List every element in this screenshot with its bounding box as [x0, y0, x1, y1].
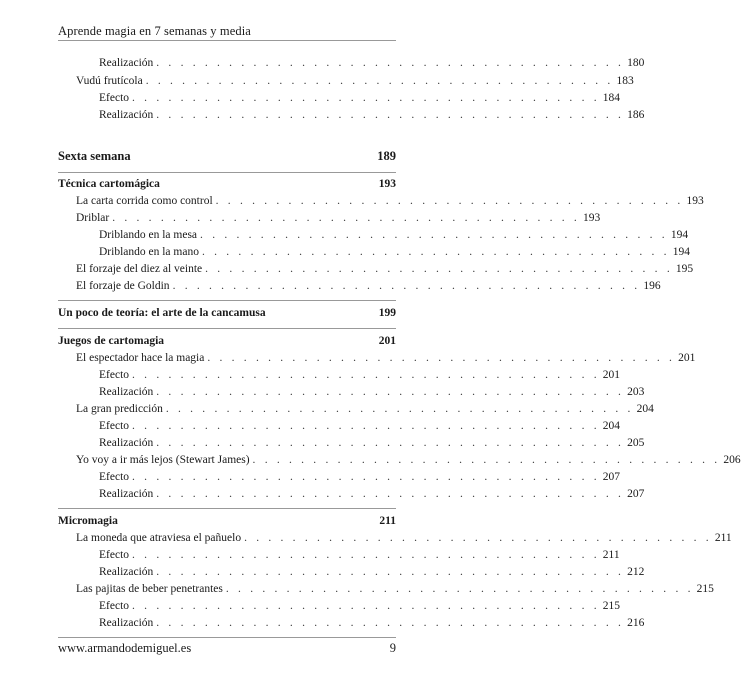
toc-entry[interactable] [99, 547, 620, 564]
toc-section-page: 199 [378, 307, 396, 319]
toc-entry[interactable] [99, 486, 645, 503]
toc-leader-dots: . . . . . . . . . . . . . . . . . . . . . . . . . . . . . . . . . . . . . . . [156, 437, 625, 449]
toc-entry[interactable] [76, 278, 661, 295]
toc-entry-page: 206 [723, 454, 741, 466]
toc-entry-page: 194 [672, 246, 690, 258]
toc-leader-dots: . . . . . . . . . . . . . . . . . . . . . . . . . . . . . . . . . . . . . . . [252, 454, 721, 466]
toc-entry-page: 215 [696, 583, 714, 595]
toc-section-title: Juegos de cartomagia [58, 335, 165, 347]
toc-entry-page: 211 [602, 549, 620, 561]
toc-entry[interactable] [99, 227, 689, 244]
toc-leader-dots: . . . . . . . . . . . . . . . . . . . . . . . . . . . . . . . . . . . . . . . [132, 420, 600, 432]
toc-entry-title: Realización [99, 386, 154, 398]
toc-section-page: 201 [378, 335, 396, 347]
toc-entry-title: Realización [99, 437, 154, 449]
toc-entry-title: Efecto [99, 471, 130, 483]
toc-entry-title: Vudú frutícola [76, 75, 143, 87]
toc-entry[interactable] [99, 435, 645, 452]
toc-entry[interactable] [76, 530, 732, 547]
toc-entry-title: Driblando en la mesa [99, 229, 198, 241]
toc-entry-title: Realización [99, 617, 154, 629]
running-header: Aprende magia en 7 semanas y media [58, 24, 251, 38]
toc-leader-dots: . . . . . . . . . . . . . . . . . . . . . . . . . . . . . . . . . . . . . . . [132, 549, 600, 561]
toc-section-title: Técnica cartomágica [58, 178, 160, 190]
toc-chapter-entry[interactable] [58, 148, 396, 165]
toc-entry-page: 207 [627, 488, 645, 500]
toc-entry[interactable] [99, 244, 690, 261]
toc-entry-page: 194 [670, 229, 689, 241]
toc-entry[interactable] [99, 107, 645, 124]
section-rule [58, 508, 396, 509]
toc-section-page: 193 [378, 178, 396, 190]
toc-entry[interactable] [99, 615, 645, 632]
toc-section-title: Micromagia [58, 515, 118, 527]
footer-website-link[interactable]: www.armandodemiguel.es [58, 641, 192, 655]
toc-leader-dots: . . . . . . . . . . . . . . . . . . . . . . . . . . . . . . . . . . . . . . . [156, 109, 625, 121]
toc-entry-title: Driblando en la mano [99, 246, 199, 258]
toc-entry-page: 196 [643, 280, 661, 292]
toc-leader-dots: . . . . . . . . . . . . . . . . . . . . . . . . . . . . . . . . . . . . . . . [215, 195, 684, 207]
toc-entry-title: Yo voy a ir más lejos (Stewart James) [76, 454, 250, 466]
toc-entry[interactable] [76, 581, 714, 598]
toc-entry-page: 212 [627, 566, 645, 578]
toc-entry-title: Efecto [99, 369, 130, 381]
toc-entry-title: La moneda que atraviesa el pañuelo [76, 532, 242, 544]
toc-leader-dots: . . . . . . . . . . . . . . . . . . . . . . . . . . . . . . . . . . . . . . . [132, 92, 600, 104]
toc-entry-page: 205 [627, 437, 645, 449]
toc-entry-page: 195 [675, 263, 694, 275]
toc-leader-dots: . . . . . . . . . . . . . . . . . . . . . . . . . . . . . . . . . . . . . . . [145, 75, 614, 87]
toc-entry-page: 207 [602, 471, 621, 483]
toc-entry-page: 203 [627, 386, 645, 398]
footer-rule [58, 637, 396, 638]
toc-entry[interactable] [76, 452, 741, 469]
toc-leader-dots: . . . . . . . . . . . . . . . . . . . . . . . . . . . . . . . . . . . . . . . [225, 583, 694, 595]
toc-section-entry[interactable] [58, 305, 396, 322]
toc-entry-title: La carta corrida como control [76, 195, 213, 207]
toc-entry-title: Driblar [76, 212, 110, 224]
toc-entry[interactable] [99, 384, 645, 401]
toc-section-page: 211 [379, 515, 396, 527]
toc-entry-title: El espectador hace la magia [76, 352, 205, 364]
toc-entry-title: El forzaje del diez al veinte [76, 263, 203, 275]
toc-entry[interactable] [76, 401, 654, 418]
toc-entry-page: 215 [602, 600, 621, 612]
toc-entry-title: Realización [99, 488, 154, 500]
section-rule [58, 328, 396, 329]
toc-entry-page: 216 [627, 617, 645, 629]
toc-leader-dots: . . . . . . . . . . . . . . . . . . . . . . . . . . . . . . . . . . . . . . . [132, 471, 600, 483]
toc-section-entry[interactable] [58, 513, 396, 530]
toc-entry[interactable] [76, 210, 601, 227]
toc-entry-title: Efecto [99, 549, 130, 561]
toc-entry-page: 211 [714, 532, 732, 544]
toc-chapter-title: Sexta semana [58, 149, 131, 163]
toc-entry[interactable] [99, 598, 621, 615]
toc-leader-dots: . . . . . . . . . . . . . . . . . . . . . . . . . . . . . . . . . . . . . . . [172, 280, 641, 292]
toc-section-entry[interactable] [58, 176, 396, 193]
toc-entry-page: 186 [627, 109, 645, 121]
toc-entry-page: 204 [602, 420, 621, 432]
toc-entry-page: 193 [583, 212, 601, 224]
toc-leader-dots: . . . . . . . . . . . . . . . . . . . . . . . . . . . . . . . . . . . . . . . [207, 352, 676, 364]
toc-entry-title: La gran predicción [76, 403, 163, 415]
toc-entry-page: 184 [602, 92, 621, 104]
toc-entry-page: 204 [636, 403, 654, 415]
toc-leader-dots: . . . . . . . . . . . . . . . . . . . . . . . . . . . . . . . . . . . . . . . [112, 212, 580, 224]
toc-entry[interactable] [99, 367, 621, 384]
toc-leader-dots: . . . . . . . . . . . . . . . . . . . . . . . . . . . . . . . . . . . . . . . [132, 369, 600, 381]
toc-entry-page: 183 [616, 75, 634, 87]
toc-entry-title: Las pajitas de beber penetrantes [76, 583, 223, 595]
toc-entry-title: Efecto [99, 600, 130, 612]
toc-entry-title: El forzaje de Goldin [76, 280, 170, 292]
toc-entry[interactable] [76, 350, 696, 367]
toc-leader-dots: . . . . . . . . . . . . . . . . . . . . . . . . . . . . . . . . . . . . . . . [156, 57, 625, 69]
section-rule [58, 172, 396, 173]
toc-entry[interactable] [99, 469, 621, 486]
toc-leader-dots: . . . . . . . . . . . . . . . . . . . . . . . . . . . . . . . . . . . . . . . [132, 600, 600, 612]
toc-entry[interactable] [99, 564, 645, 581]
toc-leader-dots: . . . . . . . . . . . . . . . . . . . . . . . . . . . . . . . . . . . . . . . [244, 532, 712, 544]
toc-section-entry[interactable] [58, 333, 396, 350]
toc-entry[interactable] [99, 90, 621, 107]
toc-leader-dots: . . . . . . . . . . . . . . . . . . . . . . . . . . . . . . . . . . . . . . . [165, 403, 634, 415]
toc-leader-dots: . . . . . . . . . . . . . . . . . . . . . . . . . . . . . . . . . . . . . . . [156, 617, 625, 629]
toc-entry-page: 180 [627, 57, 645, 69]
toc-chapter-page: 189 [377, 149, 396, 163]
toc-entry-page: 201 [602, 369, 621, 381]
toc-entry-title: Efecto [99, 92, 130, 104]
toc-leader-dots: . . . . . . . . . . . . . . . . . . . . . . . . . . . . . . . . . . . . . . . [156, 566, 625, 578]
toc-entry[interactable] [99, 418, 621, 435]
toc-entry-title: Efecto [99, 420, 130, 432]
toc-entry-title: Realización [99, 566, 154, 578]
toc-leader-dots: . . . . . . . . . . . . . . . . . . . . . . . . . . . . . . . . . . . . . . . [205, 263, 673, 275]
toc-section-title: Un poco de teoría: el arte de la cancamusa [58, 307, 266, 319]
toc-entry[interactable] [76, 261, 694, 278]
toc-entry-title: Realización [99, 109, 154, 121]
toc-leader-dots: . . . . . . . . . . . . . . . . . . . . . . . . . . . . . . . . . . . . . . . [201, 246, 670, 258]
toc-entry[interactable] [76, 193, 704, 210]
toc-entry[interactable] [99, 55, 645, 72]
section-rule [58, 300, 396, 301]
toc-leader-dots: . . . . . . . . . . . . . . . . . . . . . . . . . . . . . . . . . . . . . . . [200, 229, 668, 241]
toc-entry-page: 201 [678, 352, 696, 364]
toc-entry-page: 193 [686, 195, 704, 207]
toc-leader-dots: . . . . . . . . . . . . . . . . . . . . . . . . . . . . . . . . . . . . . . . [156, 386, 625, 398]
page-number: 9 [389, 641, 396, 655]
toc-leader-dots: . . . . . . . . . . . . . . . . . . . . . . . . . . . . . . . . . . . . . . . [156, 488, 625, 500]
toc-entry-title: Realización [99, 57, 154, 69]
toc-entry[interactable] [76, 73, 634, 90]
